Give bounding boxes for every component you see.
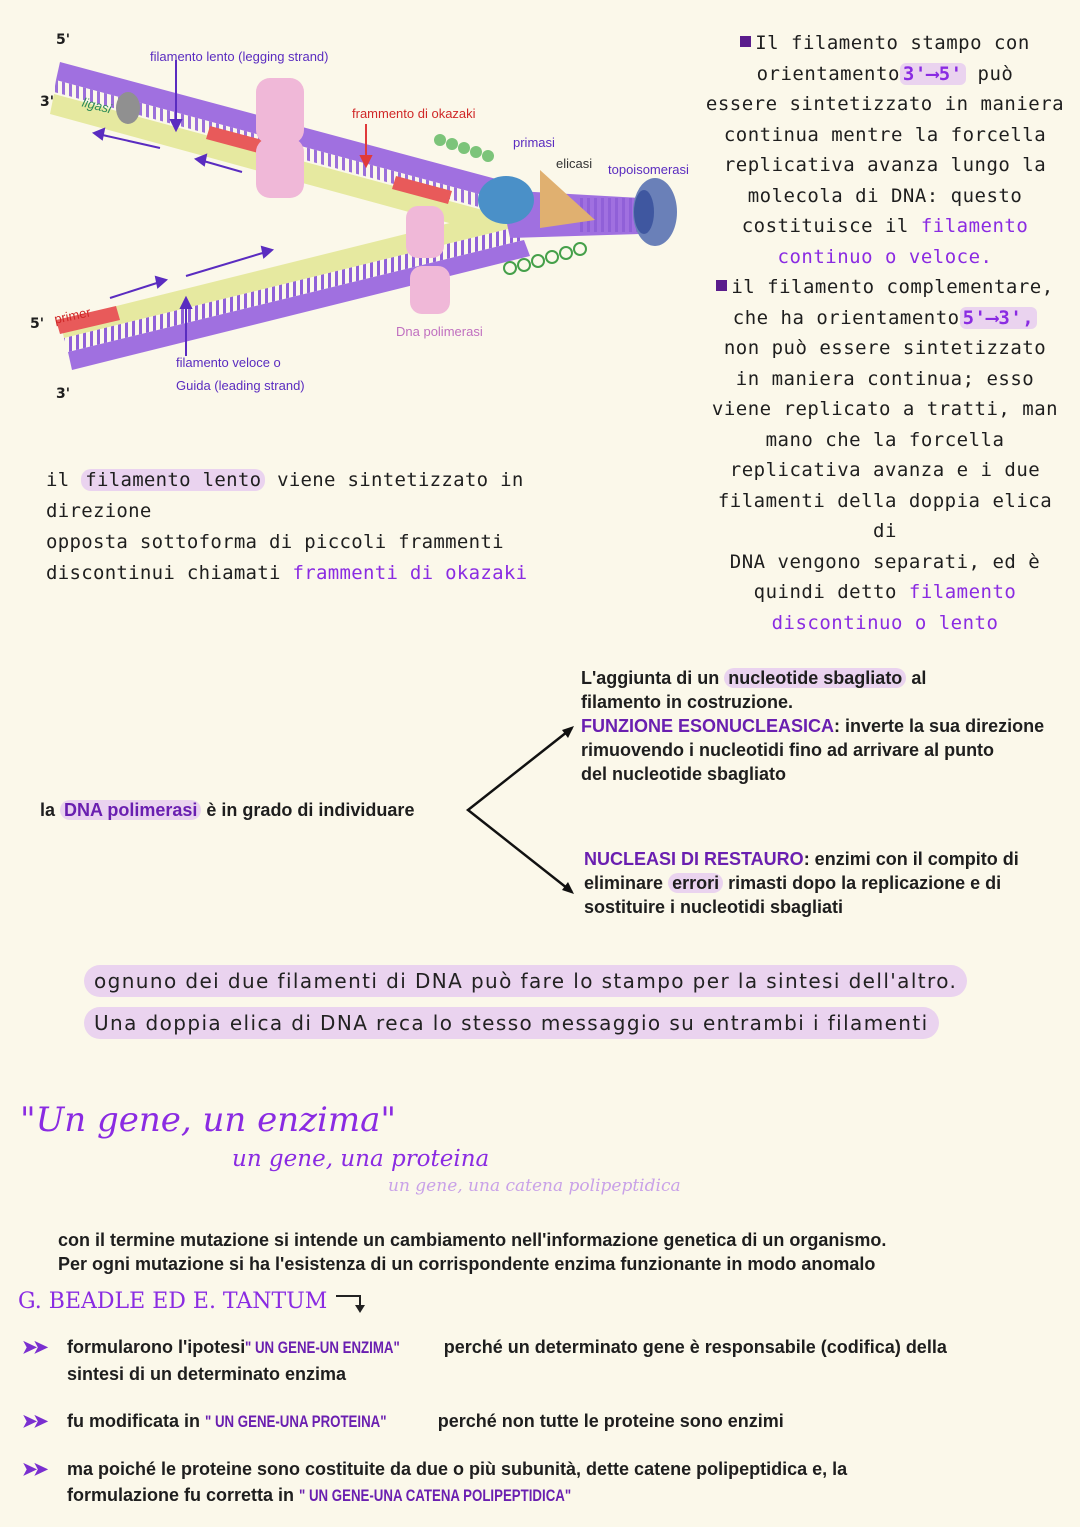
beadle-title-text: G. BEADLE ED E. TANTUM [18, 1289, 328, 1314]
title-esonucleasica: FUNZIONE ESONUCLEASICA [581, 716, 835, 736]
right-note-line: quindi detto [753, 581, 897, 603]
polimerasi-text: la [40, 800, 56, 820]
mutazione-line: Per ogni mutazione si ha l'esistenza di un corrispondente enzima funzionante in modo anomalo [58, 1254, 876, 1274]
right-note-line: DNA vengono separati, ed è [729, 550, 1041, 573]
label-5prime-top: 5' [56, 32, 71, 48]
orientation-3-5: 3'⟶5' [900, 63, 966, 85]
beadle-title [18, 1288, 368, 1314]
mutazione-block [58, 1228, 1068, 1276]
lento-text: il [46, 469, 70, 491]
double-arrow-icon: ➤➤ [22, 1459, 45, 1479]
pill-line-2: Una doppia elica di DNA reca lo stesso messaggio su entrambi i filamenti [84, 1007, 939, 1039]
right-note-line: mano che la forcella [765, 428, 1005, 451]
eso-text: filamento in costruzione. [581, 692, 794, 712]
label-elicasi: elicasi [556, 156, 593, 171]
bullet-square-icon [716, 280, 727, 291]
double-arrow-icon: ➤➤ [22, 1411, 45, 1431]
beadle-text: formulazione fu corretta in [67, 1485, 295, 1505]
eso-text: rimuovendo i nucleotidi fino ad arrivare al punto [581, 740, 995, 760]
beadle-text: ma poiché le proteine sono costituite da due o più subunità, dette catene polipeptidica e, la [67, 1459, 848, 1479]
right-note-line: Il filamento stampo con [755, 32, 1030, 54]
highlight-dna-polimerasi: DNA polimerasi [60, 800, 201, 820]
label-topoisomerasi: topoisomerasi [608, 162, 689, 177]
beadle-text: sintesi di un determinato enzima [67, 1364, 347, 1384]
right-note-line: costituisce il [741, 215, 909, 237]
right-note-line: filamenti della doppia elica di [717, 489, 1053, 542]
lento-text: discontinui chiamati [46, 562, 281, 584]
right-note [700, 28, 1070, 638]
beadle-text: formularono l'ipotesi [67, 1337, 246, 1357]
bullet-square-icon [740, 36, 751, 47]
beadle-bullet-3 [22, 1456, 1062, 1509]
highlight-okazaki: frammenti di okazaki [292, 562, 528, 584]
nucleasi-text: rimasti dopo la replicazione e di [728, 873, 1002, 893]
right-note-line: in maniera continua; esso [735, 367, 1035, 390]
label-filamento-veloce: filamento veloce o [176, 355, 281, 370]
nucleasi-text: eliminare [584, 873, 664, 893]
right-note-line: non può essere sintetizzato [723, 337, 1047, 359]
label-ligasi: ligasi [80, 94, 113, 117]
branch-arrows [460, 720, 580, 900]
label-frammento-okazaki: frammento di okazaki [352, 106, 476, 121]
polimerasi-statement [40, 798, 414, 822]
nucleasi-text: : enzimi con il compito di [803, 849, 1019, 869]
beadle-text: perché non tutte le proteine sono enzimi [437, 1411, 784, 1431]
right-note-line: molecola di DNA: questo [747, 184, 1023, 207]
label-leading-strand: Guida (leading strand) [176, 378, 305, 393]
right-note-line: il filamento complementare, [731, 276, 1054, 298]
right-note-line: essere sintetizzato in maniera [705, 93, 1065, 115]
label-dna-polimerasi: Dna polimerasi [396, 324, 483, 339]
right-note-line: che ha orientamento [732, 306, 960, 329]
right-note-line: può [977, 62, 1014, 85]
lento-note [46, 465, 606, 589]
primasi-shape [478, 176, 534, 224]
eso-text: : inverte la sua direzione [834, 716, 1045, 736]
highlight-discontinuo: discontinuo o lento [771, 611, 999, 634]
highlight-filamento-lento: filamento lento [81, 469, 265, 491]
highlight-filamento: filamento [920, 215, 1029, 237]
double-arrow-icon: ➤➤ [22, 1337, 45, 1357]
label-3prime-top: 3' [40, 94, 55, 110]
lento-text: viene sintetizzato in direzione [46, 469, 524, 522]
eso-text: L'aggiunta di un [581, 668, 720, 688]
polimerasi-text: è in grado di individuare [206, 800, 415, 820]
quote-gene-proteina: un gene, una proteina [232, 1146, 490, 1172]
highlight-nucleotide: nucleotide sbagliato [724, 668, 906, 688]
label-filamento-lento: filamento lento (legging strand) [150, 49, 329, 64]
quote-gene-catena: un gene, una catena polipeptidica [388, 1176, 681, 1196]
highlight-filamento: filamento [908, 581, 1017, 603]
replication-fork-diagram [20, 20, 700, 420]
right-note-line: replicativa avanza e i due [729, 459, 1041, 481]
lento-text: opposta sottoforma di piccoli frammenti [46, 531, 504, 553]
quote-un-gene-una-catena: " UN GENE-UNA CATENA POLIPEPTIDICA" [299, 1486, 572, 1505]
nucleasi-text: sostituire i nucleotidi sbagliati [584, 897, 844, 917]
corner-arrow-icon [334, 1288, 368, 1314]
title-nucleasi: NUCLEASI DI RESTAURO [584, 849, 804, 869]
beadle-text: fu modificata in [67, 1411, 201, 1431]
orientation-5-3: 5'⟶3', [960, 307, 1038, 329]
nucleasi-block [584, 847, 1074, 919]
label-3prime-bottom: 3' [56, 386, 71, 402]
mutazione-line: con il termine mutazione si intende un cambiamento nell'informazione genetica di un organismo. [58, 1230, 887, 1250]
label-primasi: primasi [513, 135, 555, 150]
beadle-bullet-1 [22, 1334, 1062, 1387]
right-note-line: continua mentre la forcella [723, 123, 1047, 146]
quote-un-gene-una-proteina: " UN GENE-UNA PROTEINA" [205, 1412, 387, 1431]
highlight-errori: errori [668, 873, 723, 893]
pill-line-1: ognuno dei due filamenti di DNA può fare lo stampo per la sintesi dell'altro. [84, 965, 967, 997]
beadle-bullet-2 [22, 1408, 1062, 1435]
polimerasi-shape-1 [256, 78, 304, 144]
esonucleasica-block [581, 666, 1071, 786]
label-5prime-bottom: 5' [30, 316, 45, 332]
eso-text: del nucleotide sbagliato [581, 764, 787, 784]
right-note-line: orientamento [756, 62, 900, 85]
ligasi-shape [116, 92, 140, 124]
quote-un-gene-un-enzima: " UN GENE-UN ENZIMA" [245, 1338, 401, 1357]
eso-text: al [911, 668, 927, 688]
beadle-text: perché un determinato gene è responsabile (codifica) della [443, 1337, 947, 1357]
right-note-line: replicativa avanza lungo la [723, 154, 1047, 176]
right-note-line: viene replicato a tratti, man [711, 398, 1059, 420]
highlight-continuo: continuo o veloce. [777, 245, 993, 268]
quote-gene-enzima: "Un gene, un enzima" [20, 1100, 397, 1140]
label-primer: primer [52, 304, 93, 327]
